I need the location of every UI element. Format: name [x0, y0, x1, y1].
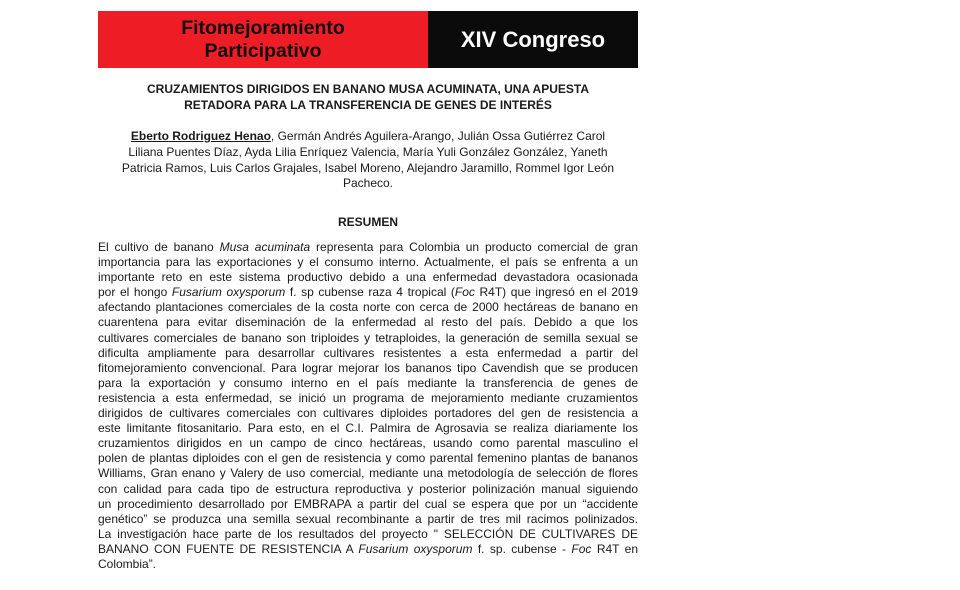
paper-title: [98, 82, 638, 113]
authors-line3: Patricia Ramos, Luis Carlos Grajales, Isabel Moreno, Alejandro Jaramillo, Rommel Igor León: [121, 160, 615, 175]
first-author: Eberto Rodriguez Henao: [130, 129, 271, 143]
banner-congress-label: XIV Congreso: [460, 26, 606, 52]
abstract-line: Colombia”.: [98, 556, 157, 571]
title-line1: CRUZAMIENTOS DIRIGIDOS EN BANANO MUSA ACUMINATA, UNA APUESTA: [147, 82, 589, 96]
abstract-line: El cultivo de banano Musa acuminata representa para Colombia un producto comercial de gran: [98, 240, 638, 254]
title-line2: RETADORA PARA LA TRANSFERENCIA DE GENES DE INTERÉS: [184, 97, 552, 112]
banner-theme-box: [98, 11, 428, 68]
abstract-body: [98, 240, 638, 572]
banner-congress-box: [428, 11, 638, 68]
authors-line1: [98, 129, 638, 145]
banner-theme-line2: Participativo: [204, 39, 322, 62]
abstract-line: por el hongo Fusarium oxysporum f. sp cubense raza 4 tropical (Foc R4T) que ingresó en el 2019: [98, 285, 638, 300]
species-name: Fusarium oxysporum: [171, 285, 286, 300]
author-list: [98, 129, 638, 192]
abstract-line: cultivares comerciales de banano son triploides y tetraploides, la generación de semilla sexual se: [98, 330, 638, 345]
abstract-line: fitomejoramiento convencional. Para lograr mejorar los bananos tipo Cavendish que se producen: [98, 360, 638, 375]
abstract-line: este limitante fitosanitario. Para esto, en el C.I. Palmira de Agrosavia se realiza diariamente los: [98, 421, 638, 436]
abstract-line: Williams, Gran enano y Valery de uso comercial, mediante una metodología de selección de flores: [98, 466, 638, 481]
congress-banner: [98, 11, 638, 68]
abstract-line: cruzamientos dirigidos en un campo de cinco hectáreas, usando como parental masculino el: [98, 436, 638, 451]
abstract-line: dificulta ampliamente para desarrollar cultivares resistentes a esta enfermedad a partir del: [98, 345, 638, 360]
abstract-line: BANANO CON FUENTE DE RESISTENCIA A Fusarium oxysporum f. sp. cubense - Foc R4T en: [98, 541, 639, 556]
banner-theme-line1: Fitomejoramiento: [181, 16, 345, 39]
species-abbrev: Foc: [571, 541, 592, 556]
abstract-line: importante reto en este sistema productivo debido a una enfermedad devastadora ocasionada: [98, 270, 638, 285]
abstract-line: con calidad para cada tipo de estructura reproductiva y posterior polinización manual siguiendo: [98, 481, 638, 496]
authors-line4: Pacheco.: [342, 176, 394, 191]
species-name: Fusarium oxysporum: [358, 541, 473, 556]
authors-line2: Liliana Puentes Díaz, Ayda Lilia Enríquez Valencia, María Yuli González González, Yaneth: [128, 144, 608, 159]
abstract-line: para la exportación y consumo interno en el país mediante la transferencia de genes de: [98, 375, 638, 390]
abstract-line: un procedimiento desarrollado por EMBRAPA a partir del cual se espera que por un “accidente: [98, 496, 638, 511]
abstract-line: dirigidos de cultivares comerciales con cultivares diploides portadores del gen de resistencia a: [98, 406, 638, 421]
abstract-line: La investigación hace parte de los resultados del proyecto " SELECCIÓN DE CULTIVARES DE: [98, 526, 638, 541]
abstract-line: genético” se produzca una semilla sexual recombinante a partir de tres mil racimos polinizados.: [98, 511, 638, 526]
abstract-line: afectando plantaciones comerciales de la costa norte con cerca de 2000 hectáreas de banano en: [98, 300, 638, 315]
species-abbrev: Foc: [454, 285, 475, 300]
abstract-line: cuarentena para evitar diseminación de la enfermedad al resto del país. Debido a que los: [98, 315, 638, 330]
species-name: Musa acuminata: [219, 240, 311, 254]
abstract-line: resistencia a esta enfermedad, se inició un programa de mejoramiento mediante cruzamientos: [98, 390, 638, 405]
abstract-line: importancia para las exportaciones y el consumo interno. Actualmente, el país se enfrenta a un: [98, 255, 638, 270]
authors-line1-rest: , Germán Andrés Aguilera-Arango, Julián Ossa Gutiérrez Carol: [270, 129, 606, 143]
resumen-heading: RESUMEN: [337, 215, 398, 229]
abstract-line: polen de plantas diploides con el gen de resistencia y como parental femenino plantas de bananos: [98, 451, 638, 466]
